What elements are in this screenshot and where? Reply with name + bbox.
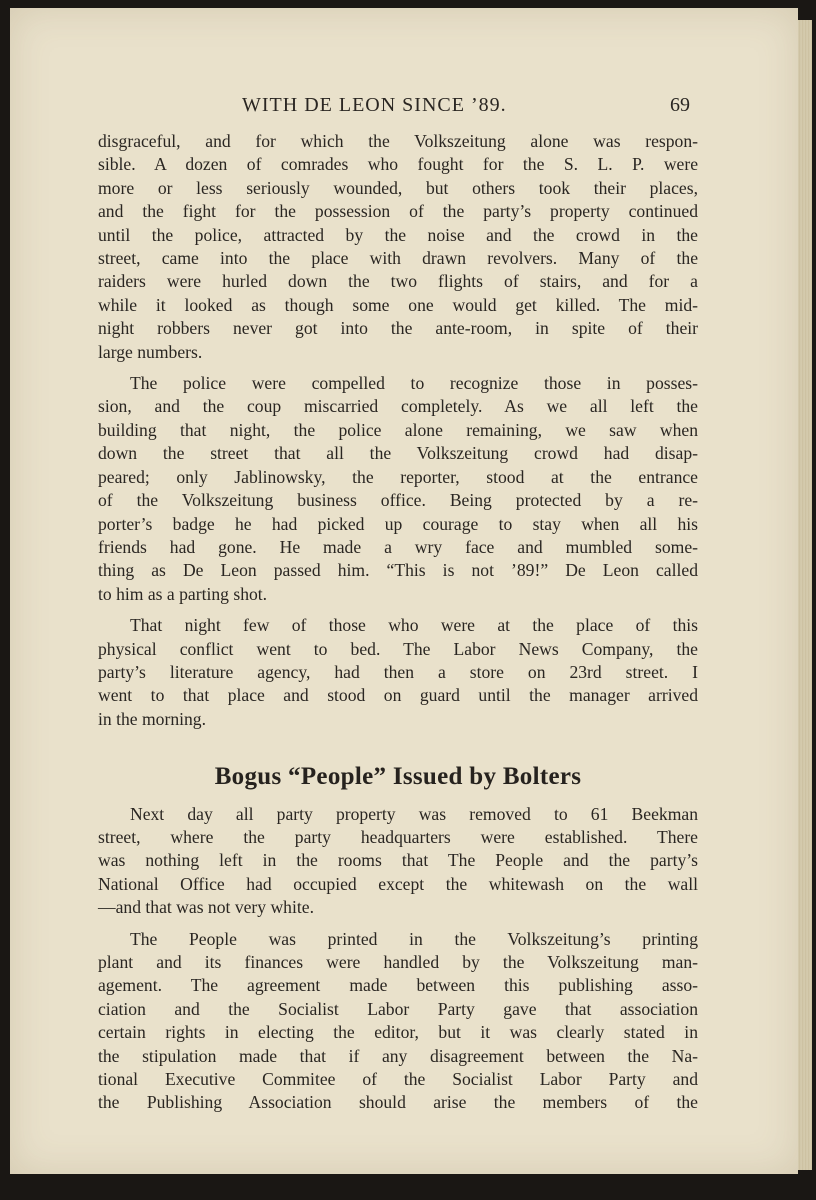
text-line: of the Volkszeitung business office. Being protected by a re-	[98, 490, 698, 511]
text-line: was nothing left in the rooms that The People and the party’s	[98, 850, 698, 871]
text-line: The People was printed in the Volkszeitung’s printing	[130, 928, 698, 949]
text-line: down the street that all the Volkszeitung crowd had disap-	[98, 443, 698, 464]
text-line: building that night, the police alone remaining, we saw when	[98, 419, 698, 440]
text-line: disgraceful, and for which the Volkszeitung alone was respon-	[98, 131, 698, 151]
body-text	[98, 130, 698, 1123]
text-line: went to that place and stood on guard until the manager arrived	[98, 685, 698, 706]
text-line: the stipulation made that if any disagreement between the Na-	[98, 1045, 698, 1066]
text-line: street, came into the place with drawn revolvers. Many of the	[98, 248, 698, 269]
text-line: street, where the party headquarters were established. There	[98, 826, 698, 847]
text-line: sion, and the coup miscarried completely. As we all left the	[98, 396, 698, 417]
paragraph-5	[98, 928, 698, 1115]
text-line: party’s literature agency, had then a store on 23rd street. I	[98, 661, 698, 682]
text-line: thing as De Leon passed him. “This is not ’89!” De Leon called	[98, 560, 698, 581]
paragraph-1	[98, 130, 698, 364]
text-line: while it looked as though some one would get killed. The mid-	[98, 294, 698, 315]
text-line: until the police, attracted by the noise and the crowd in the	[98, 224, 698, 245]
text-line: ciation and the Socialist Labor Party gave that association	[98, 998, 698, 1019]
text-line: in the morning.	[98, 708, 206, 729]
text-line: agement. The agreement made between this publishing asso-	[98, 975, 698, 996]
book-page	[10, 8, 798, 1174]
text-line: large numbers.	[98, 341, 203, 362]
text-line: the Publishing Association should arise the members of the	[98, 1092, 698, 1113]
text-line: more or less seriously wounded, but others took their places,	[98, 177, 698, 198]
text-line: The police were compelled to recognize those in posses-	[130, 373, 698, 394]
text-line: physical conflict went to bed. The Labor News Company, the	[98, 638, 698, 659]
text-line: porter’s badge he had picked up courage to stay when all his	[98, 513, 698, 534]
text-line: peared; only Jablinowsky, the reporter, stood at the entrance	[98, 466, 698, 487]
page-edge	[798, 20, 812, 1170]
page-number: 69	[670, 94, 690, 116]
running-head: WITH DE LEON SINCE ’89.	[242, 94, 507, 116]
text-line: —and that was not very white.	[98, 897, 314, 918]
paragraph-3	[98, 614, 698, 731]
text-line: plant and its finances were handled by the Volkszeitung man-	[98, 952, 698, 972]
text-line: That night few of those who were at the place of this	[130, 615, 698, 636]
paragraph-4	[98, 803, 698, 920]
text-line: and the fight for the possession of the party’s property continued	[98, 201, 698, 222]
text-line: sible. A dozen of comrades who fought for the S. L. P. were	[98, 154, 698, 175]
text-line: National Office had occupied except the whitewash on the wall	[98, 873, 698, 894]
section-heading: Bogus “People” Issued by Bolters	[214, 763, 582, 791]
text-line: night robbers never got into the ante-room, in spite of their	[98, 318, 698, 339]
paragraph-2	[98, 372, 698, 606]
text-line: tional Executive Commitee of the Socialist Labor Party and	[98, 1069, 698, 1090]
text-line: certain rights in electing the editor, but it was clearly stated in	[98, 1022, 698, 1043]
text-line: Next day all party property was removed to 61 Beekman	[130, 803, 698, 824]
page-header	[10, 94, 798, 124]
text-line: friends had gone. He made a wry face and mumbled some-	[98, 536, 698, 557]
text-line: to him as a parting shot.	[98, 583, 268, 604]
text-line: raiders were hurled down the two flights of stairs, and for a	[98, 271, 698, 292]
